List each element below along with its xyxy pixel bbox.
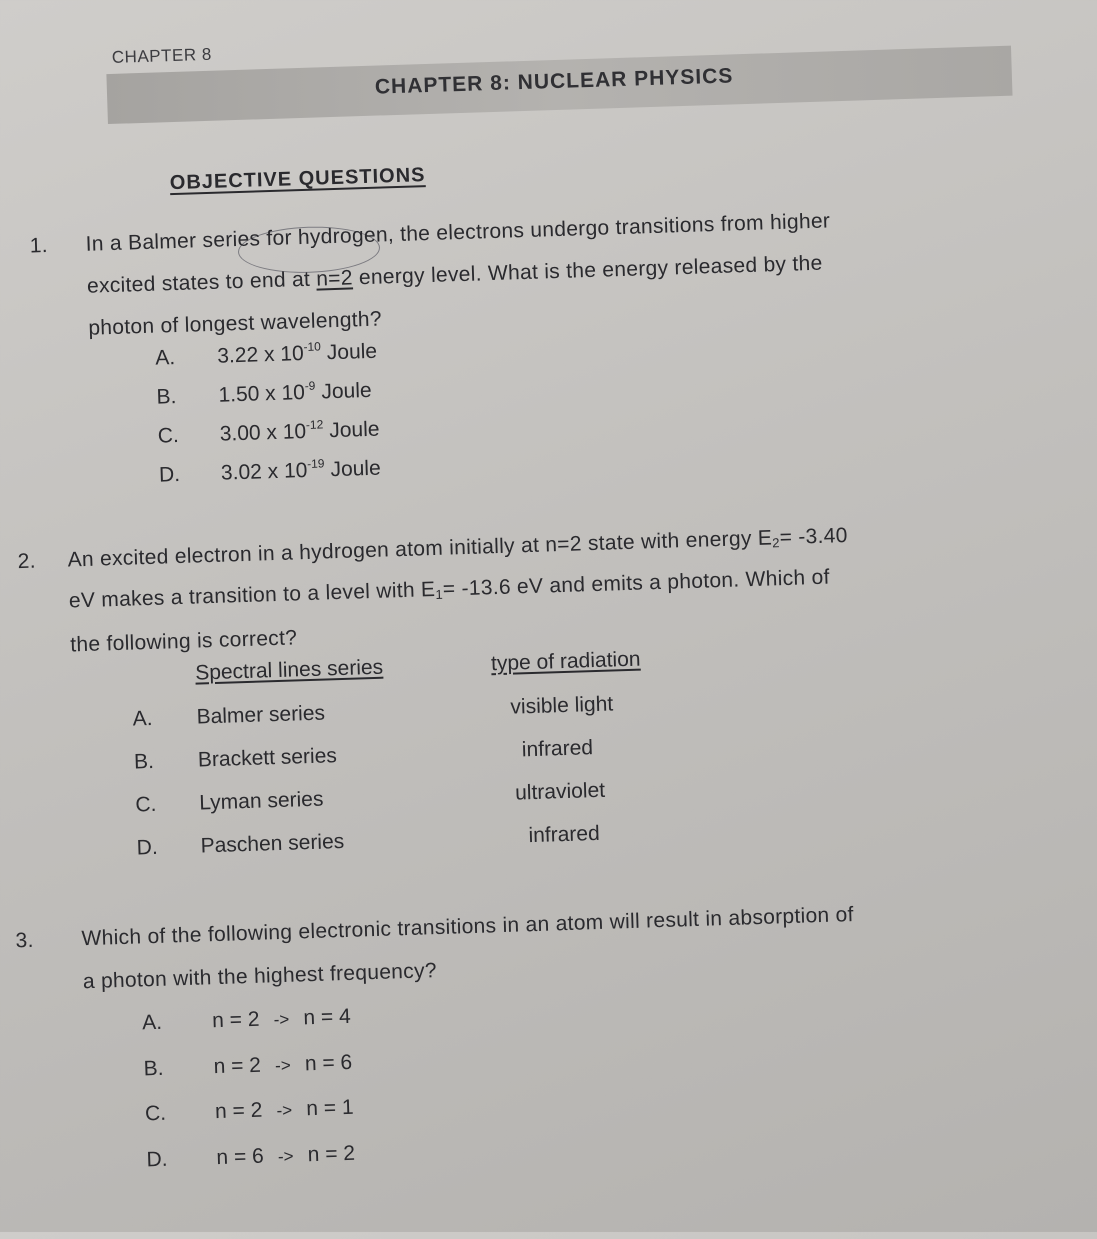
q3-line2: a photon with the highest frequency? — [82, 959, 438, 994]
q2-line1 — [67, 524, 848, 573]
q3-option-to: n = 2 — [307, 1141, 356, 1167]
q3-option-arrow: -> — [277, 1146, 294, 1167]
q3-option-letter: D. — [146, 1147, 168, 1172]
q3-option-a — [142, 1005, 351, 1036]
q1-option-letter: B. — [156, 385, 177, 409]
q3-option-to: n = 1 — [305, 1095, 354, 1121]
q1-line2-a: excited states to end at — [86, 267, 317, 298]
q3-option-d — [146, 1142, 355, 1173]
q3-option-from: n = 2 — [214, 1098, 263, 1124]
q1-line3: photon of longest wavelength? — [88, 307, 383, 340]
q1-option-mantissa: 3.02 x 10 — [220, 458, 308, 485]
q1-option-a — [155, 338, 378, 371]
q3-line1: Which of the following electronic transitions in an atom will result in absorption of — [81, 903, 855, 951]
q3-option-from: n = 2 — [213, 1053, 262, 1079]
q3-option-letter: B. — [143, 1056, 164, 1081]
q3-option-arrow: -> — [276, 1100, 293, 1121]
q1-option-d — [159, 455, 382, 488]
q1-option-letter: D. — [158, 462, 181, 487]
q3-option-to: n = 4 — [303, 1004, 352, 1030]
q2-option-c-radiation: ultraviolet — [514, 778, 606, 805]
q2-line2-b: = -13.6 eV and emits a photon. Which of — [442, 565, 831, 601]
q2-option-letter: A. — [132, 706, 153, 731]
chapter-label: CHAPTER 8 — [111, 44, 213, 67]
q3-option-arrow: -> — [274, 1055, 292, 1076]
q2-col2-header: type of radiation — [490, 647, 641, 676]
q1-option-b — [156, 377, 372, 410]
q1-line2-b: energy level. What is the energy released by the — [352, 251, 823, 290]
q2-col1-header: Spectral lines series — [194, 655, 384, 685]
q1-number: 1. — [29, 233, 49, 258]
q1-option-letter: A. — [154, 346, 176, 370]
q1-line2-n: n=2 — [315, 266, 354, 291]
q1-option-mantissa: 3.00 x 10 — [219, 419, 307, 446]
q2-option-a — [132, 702, 325, 732]
q2-line2-a: eV makes a transition to a level with E — [68, 577, 436, 613]
q3-option-from: n = 6 — [216, 1144, 265, 1170]
q2-option-series: Lyman series — [198, 787, 324, 815]
q3-number: 3. — [15, 928, 35, 953]
q2-option-letter: C. — [135, 792, 157, 817]
q1-option-unit: Joule — [324, 456, 382, 482]
q2-number: 2. — [17, 549, 37, 574]
q2-option-d-radiation: infrared — [528, 821, 601, 848]
q2-line1-sub: 2 — [772, 535, 781, 551]
q3-option-letter: C. — [144, 1101, 167, 1126]
q1-option-exponent: -12 — [305, 417, 324, 432]
q2-option-a-radiation: visible light — [510, 692, 614, 719]
q3-option-letter: A. — [141, 1010, 163, 1035]
q2-line1-a: An excited electron in a hydrogen atom initially at n=2 state with energy E — [67, 526, 773, 572]
q1-option-letter: C. — [157, 423, 180, 448]
q2-line2 — [69, 566, 830, 614]
q2-line1-b: = -3.40 — [779, 524, 849, 550]
q1-line1: In a Balmer series for hydrogen, the electrons undergo transitions from higher — [85, 209, 831, 256]
section-title: OBJECTIVE QUESTIONS — [169, 164, 426, 195]
q3-option-c — [145, 1096, 354, 1127]
q1-option-mantissa: 3.22 x 10 — [216, 342, 305, 368]
q1-option-mantissa: 1.50 x 10 — [218, 380, 306, 407]
q1-line2 — [87, 252, 823, 299]
q1-option-unit: Joule — [323, 417, 380, 443]
q1-option-unit: Joule — [315, 378, 372, 404]
q1-option-unit: Joule — [320, 339, 378, 365]
q3-option-to: n = 6 — [304, 1050, 353, 1076]
q1-option-exponent: -9 — [304, 378, 316, 393]
q2-line2-sub: 1 — [435, 586, 444, 602]
q2-option-series: Brackett series — [197, 744, 338, 772]
q3-option-b — [143, 1051, 352, 1082]
chapter-title: CHAPTER 8: NUCLEAR PHYSICS — [374, 64, 734, 99]
q2-option-b-radiation: infrared — [521, 736, 594, 762]
q2-line3: the following is correct? — [69, 626, 298, 657]
q1-option-c — [157, 416, 380, 449]
q2-option-series: Paschen series — [200, 829, 345, 858]
q2-option-c — [135, 788, 324, 818]
q2-option-letter: B. — [133, 749, 155, 774]
q2-option-b — [134, 744, 338, 774]
q1-option-exponent: -19 — [306, 456, 325, 471]
q3-option-from: n = 2 — [211, 1007, 260, 1033]
q1-option-exponent: -10 — [303, 339, 322, 355]
q2-option-series: Balmer series — [196, 701, 326, 729]
q2-option-letter: D. — [136, 835, 159, 860]
q2-option-d — [136, 830, 344, 861]
q3-option-arrow: -> — [273, 1009, 290, 1030]
